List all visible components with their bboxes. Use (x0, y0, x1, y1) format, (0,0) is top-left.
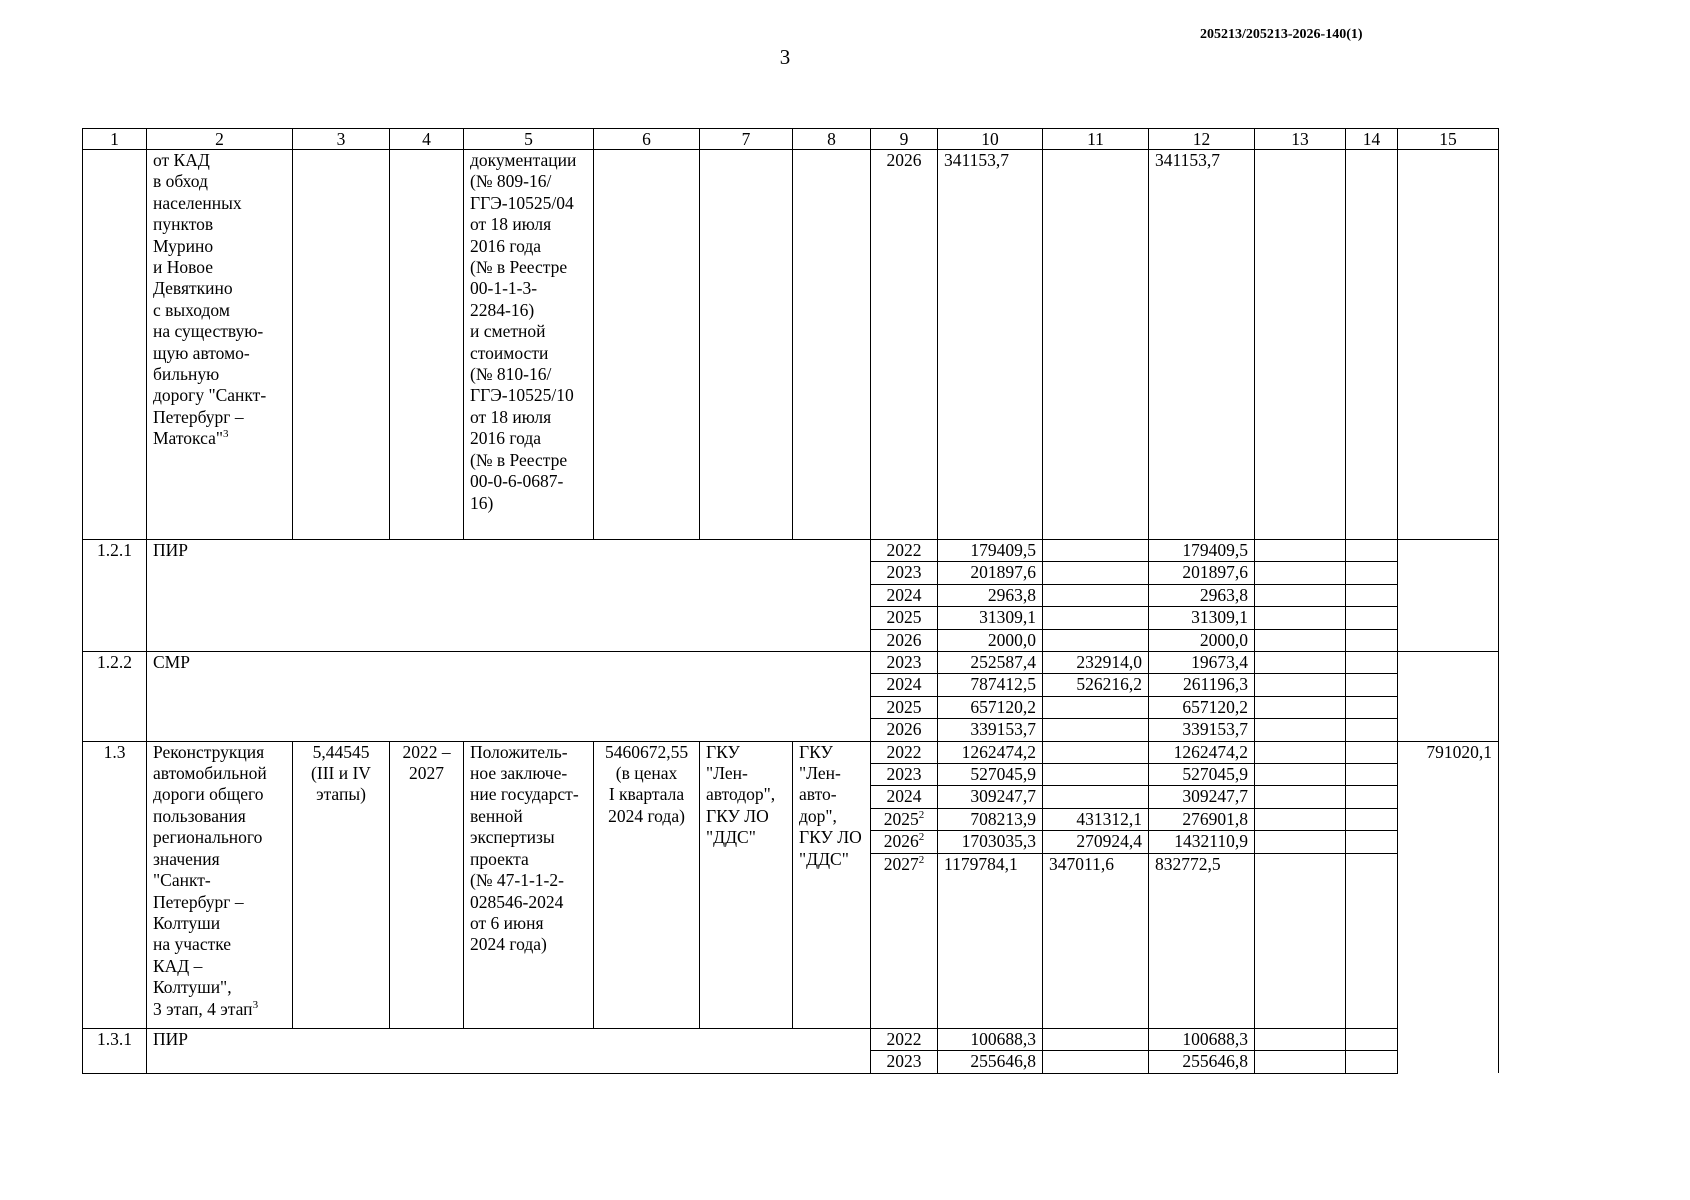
cell-13 (1255, 562, 1346, 584)
federal-cell (1043, 786, 1149, 808)
federal-cell (1043, 696, 1149, 718)
year-text: 2022 (886, 741, 922, 762)
cell-14 (1346, 150, 1398, 540)
object-name-cell (147, 150, 293, 540)
year-cell: 2026 (871, 150, 938, 540)
col-header-8: 8 (793, 129, 871, 150)
year-cell: 2024 (871, 674, 938, 696)
total-cell: 201897,6 (938, 562, 1043, 584)
col-header-1: 1 (83, 129, 147, 150)
cell-15: 791020,1 (1398, 741, 1499, 1073)
footnote-mark: 2 (918, 809, 925, 822)
cell-13 (1255, 808, 1346, 830)
section-label: СМР (147, 652, 871, 742)
total-cell: 31309,1 (938, 607, 1043, 629)
cell-13 (1255, 853, 1346, 1028)
cell-14 (1346, 1028, 1398, 1050)
col-header-4: 4 (390, 129, 464, 150)
table-row (83, 540, 1499, 562)
budget-table (82, 128, 1499, 1074)
page-number: 3 (779, 45, 791, 69)
cell-14 (1346, 629, 1398, 651)
developer-cell: ГКУ "Лен- авто- дор", ГКУ ЛО "ДДС" (793, 741, 871, 1028)
cell-13 (1255, 719, 1346, 741)
cell-13 (1255, 1028, 1346, 1050)
cell-period (390, 150, 464, 540)
year-cell: 2023 (871, 652, 938, 674)
cell-13 (1255, 674, 1346, 696)
regional-cell: 201897,6 (1149, 562, 1255, 584)
federal-cell (1043, 584, 1149, 606)
table-row (83, 1028, 1499, 1050)
cell-13 (1255, 1051, 1346, 1073)
section-label: ПИР (147, 1028, 871, 1073)
cell-14 (1346, 853, 1398, 1028)
object-name-text: от КАД в обход населенных пунктов Мурино и Новое Девяткино с выходом на существую- щую автомо- бильную дорогу "Санкт- Петербург – Матокса" (153, 150, 267, 449)
cell-13 (1255, 652, 1346, 674)
cell-14 (1346, 674, 1398, 696)
footnote-mark: 3 (223, 428, 229, 441)
year-cell: 2023 (871, 1051, 938, 1073)
period-cell: 2022 – 2027 (390, 741, 464, 1028)
footnote-mark: 2 (918, 831, 925, 844)
section-number: 1.2.2 (83, 652, 147, 742)
regional-cell: 31309,1 (1149, 607, 1255, 629)
customer-cell: ГКУ "Лен- автодор", ГКУ ЛО "ДДС" (700, 741, 793, 1028)
cell-13 (1255, 741, 1346, 763)
year-cell (871, 853, 938, 1028)
total-cell: 309247,7 (938, 786, 1043, 808)
regional-cell: 255646,8 (1149, 1051, 1255, 1073)
col-header-14: 14 (1346, 129, 1398, 150)
federal-cell: 431312,1 (1043, 808, 1149, 830)
regional-cell: 341153,7 (1149, 150, 1255, 540)
federal-cell (1043, 1051, 1149, 1073)
column-number-row (83, 129, 1499, 150)
section-number: 1.3.1 (83, 1028, 147, 1073)
year-cell: 2022 (871, 1028, 938, 1050)
cell-developer (793, 150, 871, 540)
cell-14 (1346, 764, 1398, 786)
section-number: 1.2.1 (83, 540, 147, 652)
cell-14 (1346, 786, 1398, 808)
regional-cell: 276901,8 (1149, 808, 1255, 830)
cell-15 (1398, 540, 1499, 652)
total-cell: 1179784,1 (938, 853, 1043, 1028)
col-header-9: 9 (871, 129, 938, 150)
total-cell: 341153,7 (938, 150, 1043, 540)
col-header-15: 15 (1398, 129, 1499, 150)
col-header-3: 3 (293, 129, 390, 150)
cell-14 (1346, 607, 1398, 629)
col-header-6: 6 (594, 129, 700, 150)
total-cell: 527045,9 (938, 764, 1043, 786)
federal-cell (1043, 1028, 1149, 1050)
total-cell: 2963,8 (938, 584, 1043, 606)
regional-cell: 2963,8 (1149, 584, 1255, 606)
regional-cell: 2000,0 (1149, 629, 1255, 651)
cell-14 (1346, 1051, 1398, 1073)
cell-cost (594, 150, 700, 540)
total-cell: 100688,3 (938, 1028, 1043, 1050)
year-cell (871, 741, 938, 763)
cell-customer (700, 150, 793, 540)
col-header-10: 10 (938, 129, 1043, 150)
table-row (83, 652, 1499, 674)
cell-13 (1255, 150, 1346, 540)
year-text: 2023 (886, 764, 922, 785)
section-number: 1.3 (83, 741, 147, 1028)
year-text: 2025 (883, 808, 919, 829)
regional-cell: 261196,3 (1149, 674, 1255, 696)
cell-13 (1255, 696, 1346, 718)
total-cell: 179409,5 (938, 540, 1043, 562)
cell-13 (1255, 629, 1346, 651)
expertise-cell: документации (№ 809-16/ ГГЭ-10525/04 от 18 июля 2016 года (№ в Реестре 00-1-1-3- 2284-16) и сметной стоимости (№ 810-16/ ГГЭ-10525/10 от 18 июля 2016 года (№ в Реестре 00-0-6-0687- 16) (464, 150, 594, 540)
cell-14 (1346, 584, 1398, 606)
col-header-12: 12 (1149, 129, 1255, 150)
year-cell: 2026 (871, 629, 938, 651)
capacity-cell: 5,44545 (III и IV этапы) (293, 741, 390, 1028)
total-cell: 1262474,2 (938, 741, 1043, 763)
cell-15 (1398, 150, 1499, 540)
federal-cell (1043, 741, 1149, 763)
regional-cell: 100688,3 (1149, 1028, 1255, 1050)
federal-cell (1043, 719, 1149, 741)
cell-13 (1255, 584, 1346, 606)
cell-13 (1255, 831, 1346, 853)
regional-cell: 1262474,2 (1149, 741, 1255, 763)
expertise-cell: Положитель- ное заключе- ние государст- венной экспертизы проекта (№ 47-1-1-2- 028546-2024 от 6 июня 2024 года) (464, 741, 594, 1028)
footnote-mark: 2 (918, 853, 925, 866)
col-header-5: 5 (464, 129, 594, 150)
regional-cell: 832772,5 (1149, 853, 1255, 1028)
col-header-7: 7 (700, 129, 793, 150)
cell-capacity (293, 150, 390, 540)
cell-15 (1398, 652, 1499, 742)
regional-cell: 1432110,9 (1149, 831, 1255, 853)
total-cell: 708213,9 (938, 808, 1043, 830)
col-header-11: 11 (1043, 129, 1149, 150)
federal-cell: 270924,4 (1043, 831, 1149, 853)
cost-cell: 5460672,55 (в ценах I квартала 2024 года) (594, 741, 700, 1028)
cell-14 (1346, 540, 1398, 562)
cell-14 (1346, 719, 1398, 741)
regional-cell: 179409,5 (1149, 540, 1255, 562)
document-id: 205213/205213-2026-140(1) (1200, 27, 1363, 42)
total-cell: 252587,4 (938, 652, 1043, 674)
year-cell: 2022 (871, 540, 938, 562)
total-cell: 657120,2 (938, 696, 1043, 718)
federal-cell (1043, 764, 1149, 786)
year-cell: 2025 (871, 607, 938, 629)
col-header-13: 13 (1255, 129, 1346, 150)
federal-cell: 347011,6 (1043, 853, 1149, 1028)
total-cell: 2000,0 (938, 629, 1043, 651)
cell-14 (1346, 741, 1398, 763)
year-cell (871, 831, 938, 853)
cell-14 (1346, 808, 1398, 830)
table-row (83, 150, 1499, 540)
regional-cell: 339153,7 (1149, 719, 1255, 741)
year-cell: 2025 (871, 696, 938, 718)
year-cell: 2024 (871, 584, 938, 606)
federal-cell (1043, 562, 1149, 584)
year-cell (871, 764, 938, 786)
total-cell: 1703035,3 (938, 831, 1043, 853)
year-cell (871, 786, 938, 808)
year-text: 2026 (883, 831, 919, 852)
total-cell: 339153,7 (938, 719, 1043, 741)
federal-cell: 232914,0 (1043, 652, 1149, 674)
federal-cell (1043, 540, 1149, 562)
federal-cell (1043, 629, 1149, 651)
year-cell (871, 808, 938, 830)
federal-cell: 526216,2 (1043, 674, 1149, 696)
regional-cell: 527045,9 (1149, 764, 1255, 786)
year-cell: 2023 (871, 562, 938, 584)
cell-num (83, 150, 147, 540)
regional-cell: 309247,7 (1149, 786, 1255, 808)
year-cell: 2026 (871, 719, 938, 741)
cell-13 (1255, 540, 1346, 562)
object-name-text: Реконструкция автомобильной дороги общего пользования регионального значения "Санкт- Петербург – Колтуши на участке КАД – Колтуши", 3 этап, 4 этап (153, 741, 267, 1019)
section-label: ПИР (147, 540, 871, 652)
col-header-2: 2 (147, 129, 293, 150)
federal-cell (1043, 150, 1149, 540)
cell-14 (1346, 696, 1398, 718)
year-text: 2027 (883, 853, 919, 874)
year-text: 2024 (886, 786, 922, 807)
cell-13 (1255, 764, 1346, 786)
cell-14 (1346, 562, 1398, 584)
cell-14 (1346, 652, 1398, 674)
cell-13 (1255, 607, 1346, 629)
cell-13 (1255, 786, 1346, 808)
regional-cell: 657120,2 (1149, 696, 1255, 718)
cell-14 (1346, 831, 1398, 853)
regional-cell: 19673,4 (1149, 652, 1255, 674)
object-name-cell (147, 741, 293, 1028)
footnote-mark: 3 (252, 998, 259, 1011)
table-row (83, 741, 1499, 763)
federal-cell (1043, 607, 1149, 629)
total-cell: 255646,8 (938, 1051, 1043, 1073)
total-cell: 787412,5 (938, 674, 1043, 696)
